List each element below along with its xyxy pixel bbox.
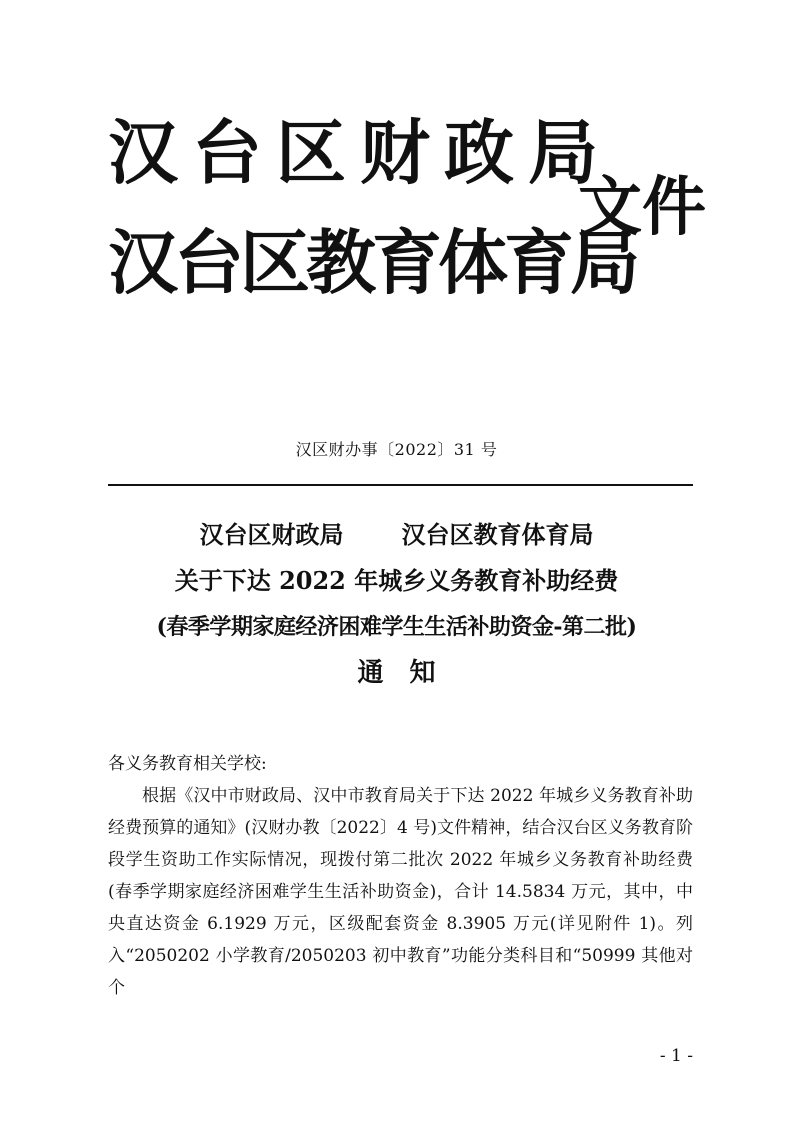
document-header: [108, 108, 718, 328]
page-number: - 1 -: [659, 1046, 693, 1066]
salutation: 各义务教育相关学校:: [108, 754, 267, 774]
title-issuers: [60, 512, 733, 558]
title-issuer-finance: 汉台区财政局: [199, 520, 344, 549]
title-subject-detail: (春季学期家庭经济困难学生生活补助资金-第二批): [156, 614, 637, 640]
title-subject: 关于下达 2022 年城乡义务教育补助经费: [174, 566, 619, 595]
issuer-name-education: 汉台区教育体育局: [108, 222, 636, 304]
header-divider: [108, 484, 693, 486]
body-paragraph: 根据《汉中市财政局、汉中市教育局关于下达 2022 年城乡义务教育补助经费预算的通知》(汉财办教〔2022〕4 号)文件精神，结合汉台区义务教育阶段学生资助工作实际情况，现拨付第二批次 2022 年城乡义务教育补助经费(春季学期家庭经济困难学生生活补助资金)，合计 14.5834 万元，其中，中央直达资金 6.1929 万元，区级配套资金 8.3905 万元(详见附件 1)。列入“2050202 小学教育/2050203 初中教育”功能分类科目和“50999 其他对个: [108, 786, 693, 998]
title-notice-word: 通知: [357, 658, 462, 688]
notice-title: [60, 512, 733, 696]
document-body: [108, 748, 693, 1004]
document-label: 文件: [578, 171, 706, 245]
document-number: 汉区财办事〔2022〕31 号: [295, 440, 498, 459]
title-issuer-education: 汉台区教育体育局: [401, 520, 594, 549]
issuer-name-finance: 汉台区财政局: [108, 112, 612, 194]
